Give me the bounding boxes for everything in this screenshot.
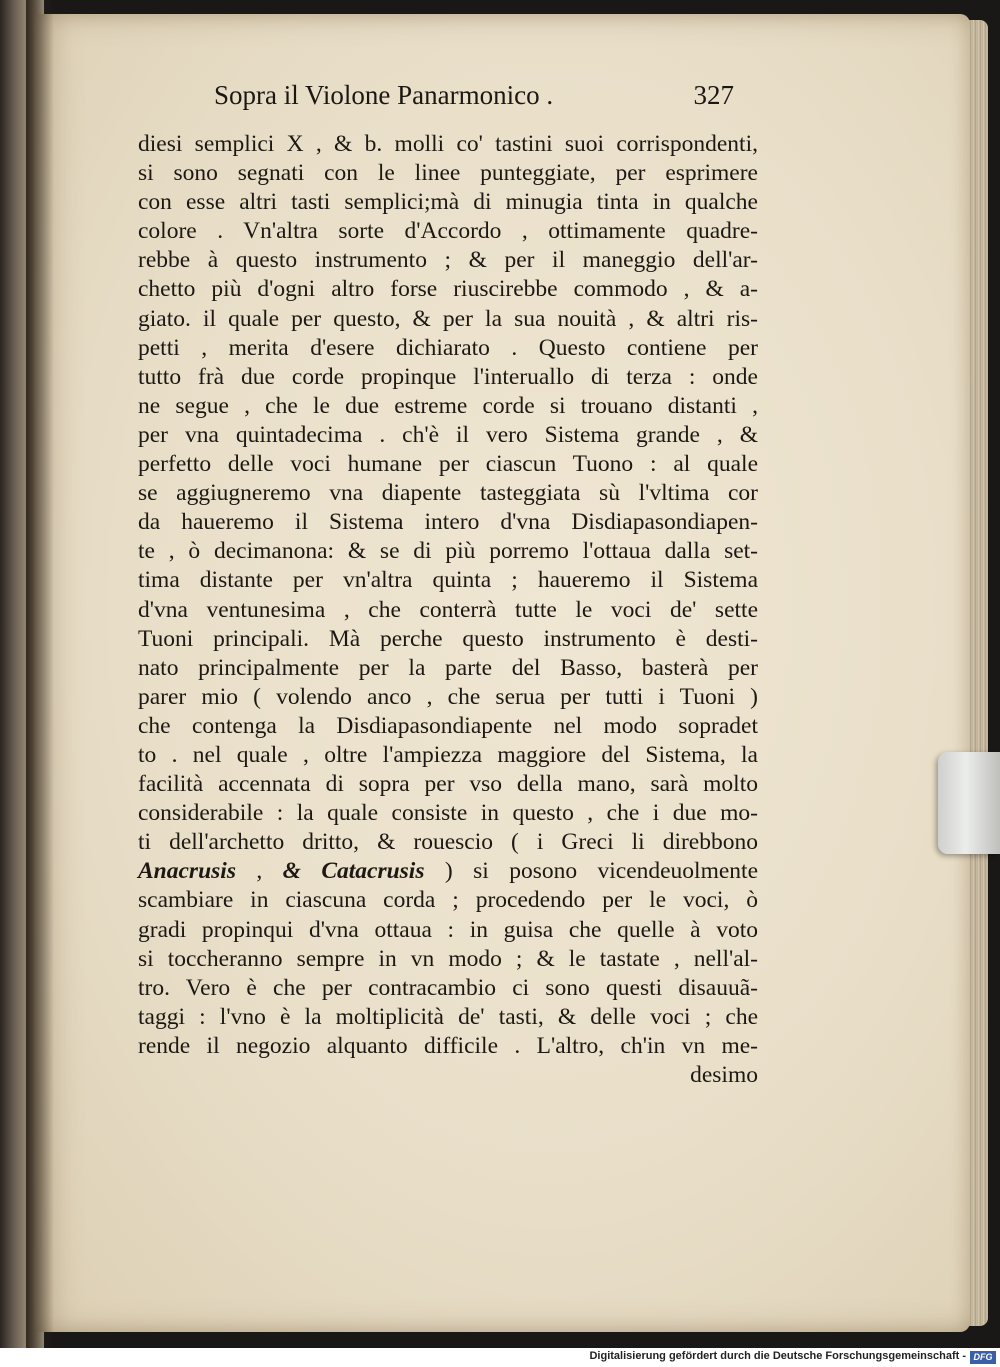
- page-number: 327: [693, 80, 734, 110]
- italic-term-anacrusis: Anacrusis: [138, 858, 236, 885]
- text-line: tutto frà due corde propinque l'interuallo di terza : onde: [138, 363, 758, 390]
- text-line: rebbe à questo instrumento ; & per il maneggio dell'ar-: [138, 247, 758, 274]
- text-line: per vna quintadecima . ch'è il vero Sistema grande , &: [138, 421, 758, 448]
- text-line: se aggiugneremo vna diapente tasteggiata sù l'vltima cor: [138, 480, 758, 507]
- text-line: tro. Vero è che per contracambio ci sono questi disauuã-: [138, 974, 758, 1001]
- text-line: Tuoni principali. Mà perche questo instrumento è desti-: [138, 625, 758, 652]
- text-line: ti dell'archetto dritto, & rouescio ( i Greci li direbbono: [138, 829, 758, 856]
- text-line: chetto più d'ogni altro forse riuscirebbe commodo , & a-: [138, 276, 758, 303]
- text-line: tima distante per vn'altra quinta ; haueremo il Sistema: [138, 567, 758, 594]
- running-title: Sopra il Violone Panarmonico .: [214, 80, 554, 110]
- text-line: d'vna ventunesima , che conterrà tutte le voci de' sette: [138, 596, 758, 623]
- text-line: giato. il quale per questo, & per la sua nouità , & altri ris-: [138, 305, 758, 332]
- text-line: si toccheranno sempre in vn modo ; & le tastate , nell'al-: [138, 945, 758, 972]
- text-line: gradi propinqui d'vna ottaua : in guisa che quelle à voto: [138, 916, 758, 943]
- text-line-italic-terms: [138, 857, 758, 886]
- line-remainder: ) si posono vicendeuolmente: [424, 858, 759, 885]
- italic-term-catacrusis: & Catacrusis: [282, 858, 425, 885]
- separator: ,: [235, 858, 283, 885]
- text-line: nato principalmente per la parte del Basso, basterà per: [138, 654, 758, 681]
- text-line: colore . Vn'altra sorte d'Accordo , ottimamente quadre-: [138, 218, 758, 245]
- text-line: considerabile : la quale consiste in questo , che i due mo-: [138, 800, 758, 827]
- text-line: diesi semplici X , & b. molli co' tastini suoi corrispondenti,: [138, 131, 758, 157]
- catchword: desimo: [690, 1062, 758, 1088]
- text-line: si sono segnati con le linee punteggiate, per esprimere: [138, 160, 758, 187]
- text-line: to . nel quale , oltre l'ampiezza maggiore del Sistema, la: [138, 741, 758, 768]
- text-line: parer mio ( volendo anco , che serua per tutti i Tuoni ): [138, 683, 758, 710]
- page-clip: [938, 752, 1000, 854]
- text-line: che contenga la Disdiapasondiapente nel modo sopradet: [138, 712, 758, 739]
- dfg-logo: DFG: [970, 1351, 996, 1364]
- funding-credit: Digitalisierung gefördert durch die Deutsche Forschungsgemeinschaft -: [589, 1350, 966, 1362]
- text-line: con esse altri tasti semplici;mà di minugia tinta in qualche: [138, 189, 758, 216]
- text-line: scambiare in ciascuna corda ; procedendo per le voci, ò: [138, 887, 758, 914]
- gutter-shadow: [26, 0, 54, 1348]
- running-head: [214, 80, 734, 120]
- text-line: rende il negozio alquanto difficile . L'altro, ch'in vn me-: [138, 1032, 758, 1059]
- text-line: te , ò decimanona: & se di più porremo l'ottaua dalla set-: [138, 538, 758, 565]
- text-line: ne segue , che le due estreme corde si trouano distanti ,: [138, 392, 758, 419]
- footer-bar: [0, 1348, 1000, 1367]
- body-text: [138, 130, 758, 1090]
- text-line: taggi : l'vno è la moltiplicità de' tasti, & delle voci ; che: [138, 1003, 758, 1030]
- text-line: da haueremo il Sistema intero d'vna Disdiapasondiapen-: [138, 509, 758, 536]
- text-line: facilità accennata di sopra per vso della mano, sarà molto: [138, 771, 758, 798]
- text-line: perfetto delle voci humane per ciascun Tuono : al quale: [138, 451, 758, 478]
- text-line: petti , merita d'esere dichiarato . Questo contiene per: [138, 334, 758, 361]
